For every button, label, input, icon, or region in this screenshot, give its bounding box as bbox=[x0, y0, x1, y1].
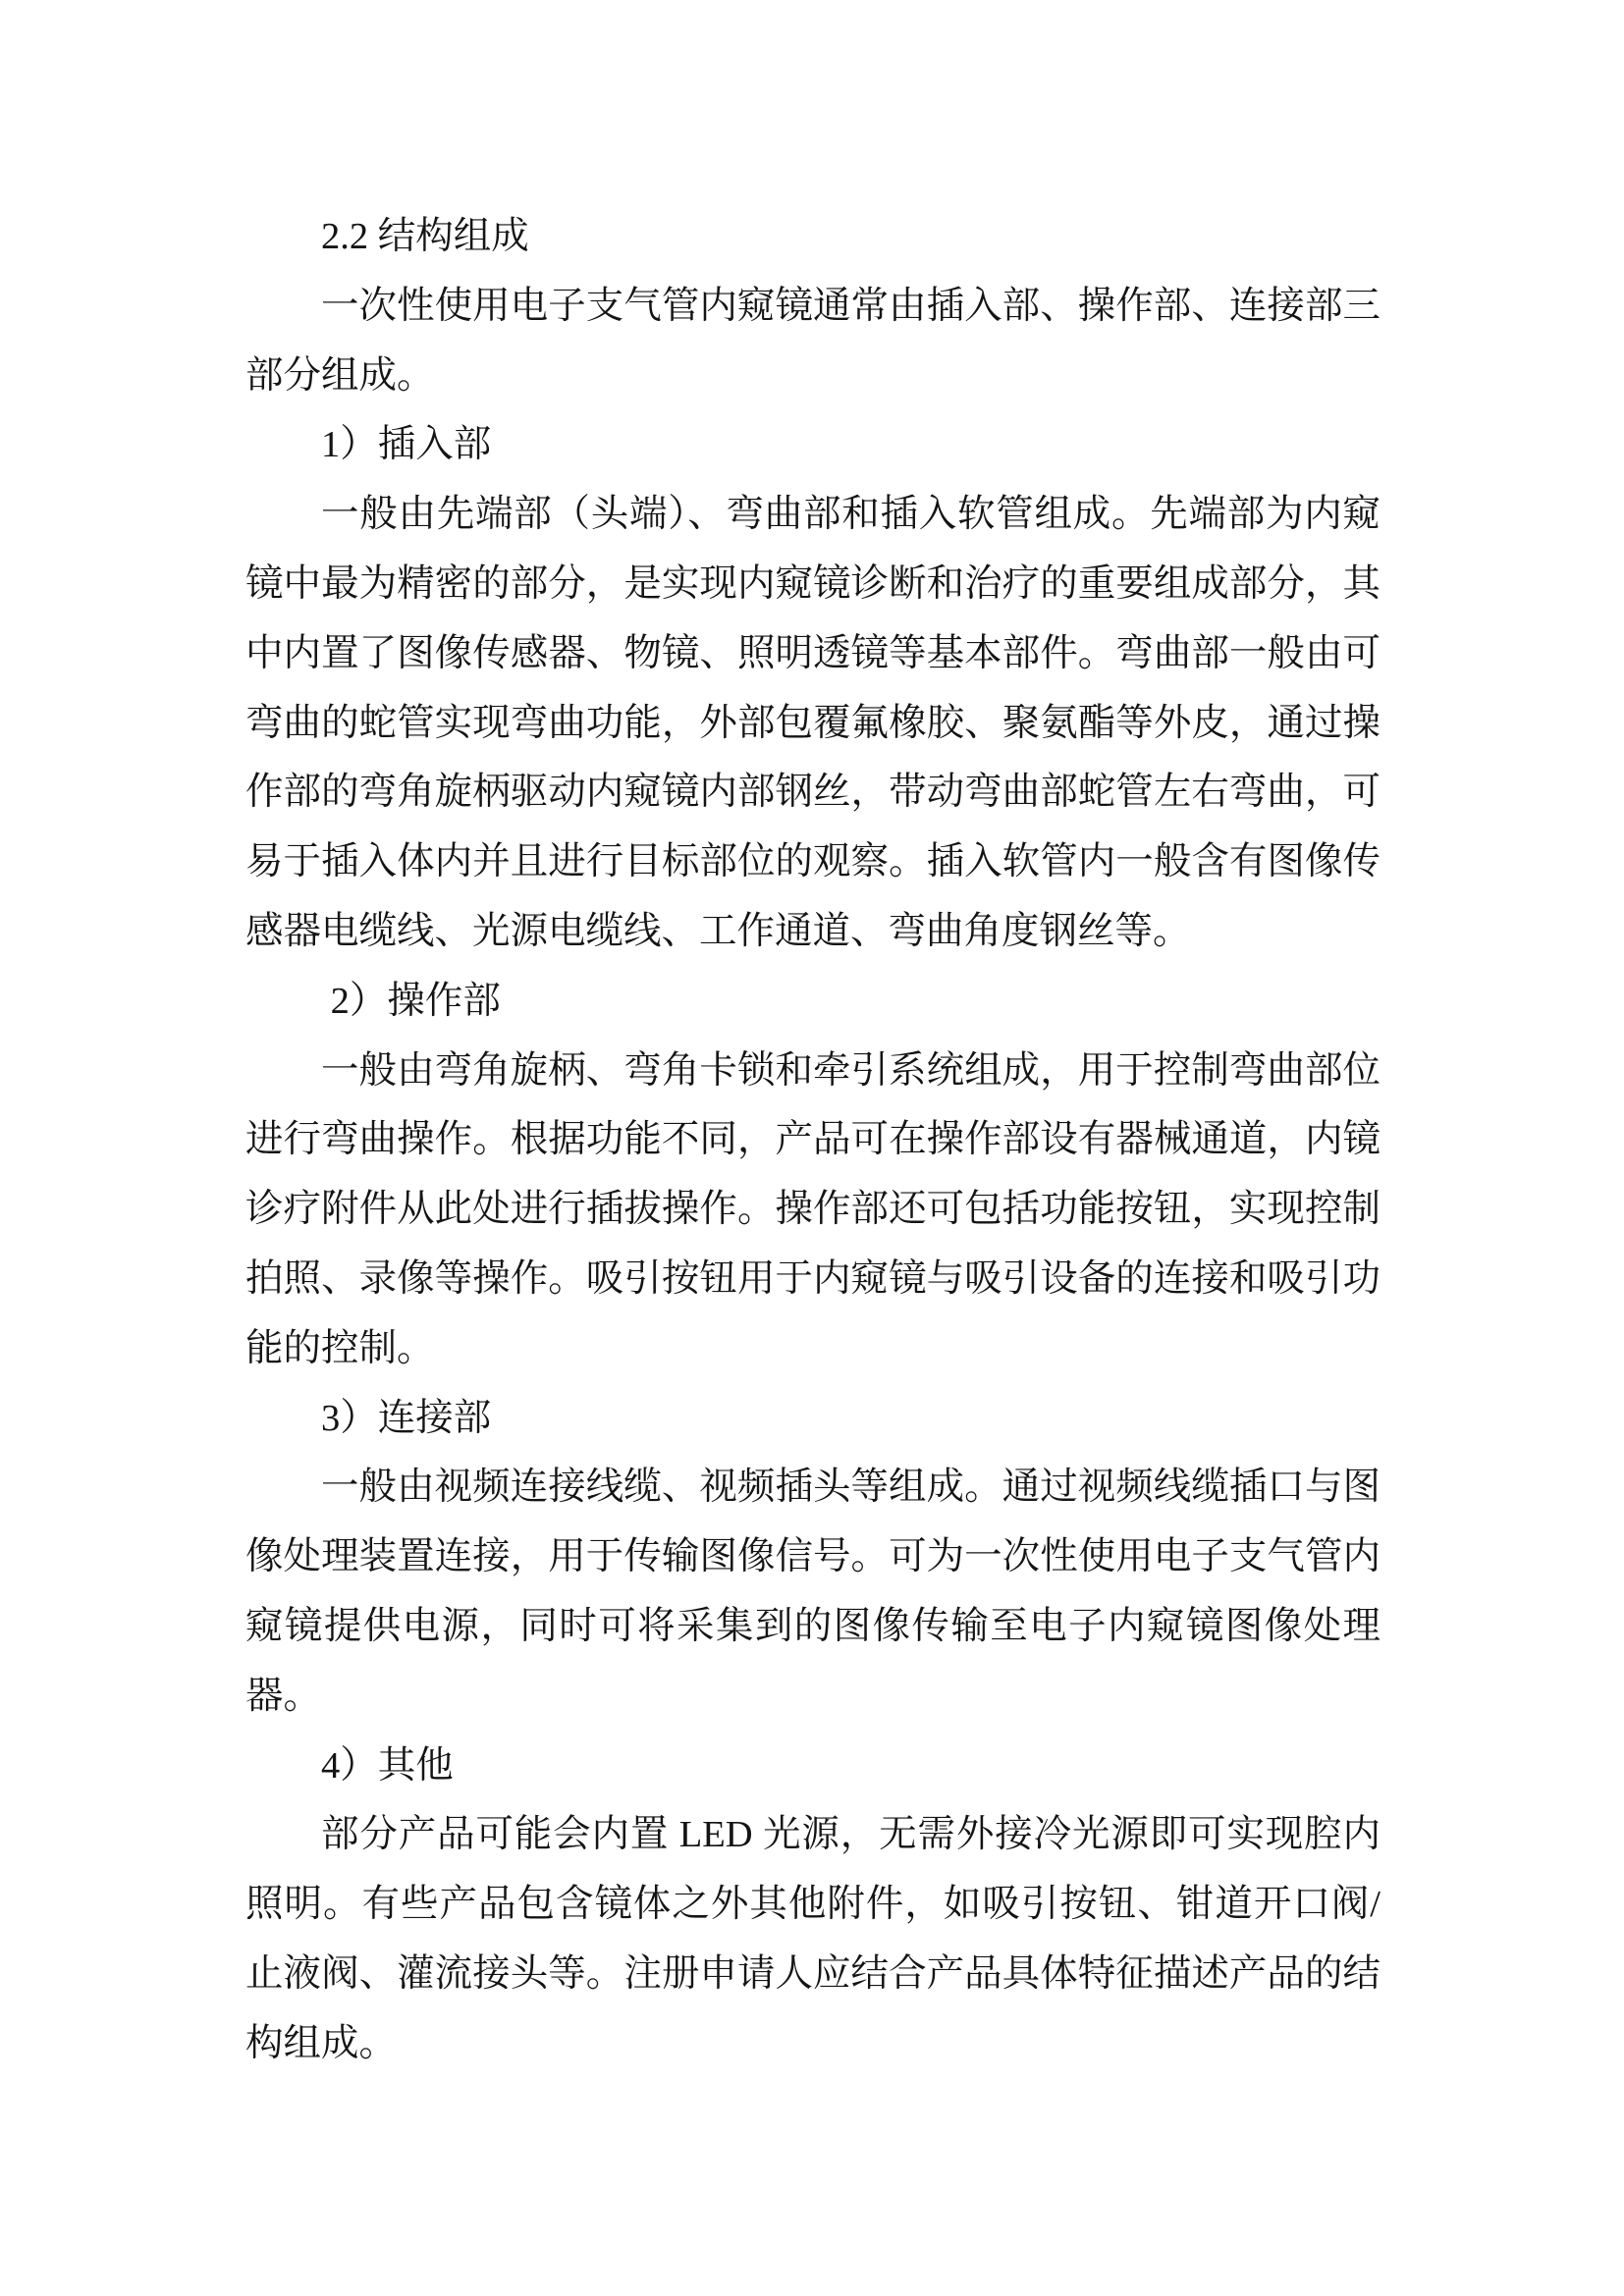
document-text-block bbox=[245, 202, 1380, 2079]
list-item-3-connection: 3）连接部 bbox=[321, 1397, 492, 1439]
section-heading-2-2: 2.2 结构组成 bbox=[321, 216, 529, 257]
paragraph-operation-part: 一般由弯角旋柄、弯角卡锁和牵引系统组成，用于控制弯曲部位进行弯曲操作。根据功能不同，产品可在操作部设有器械通道，内镜诊疗附件从此处进行插拔操作。操作部还可包括功能按钮，实现控制拍照、录像等操作。吸引按钮用于内窥镜与吸引设备的连接和吸引功能的控制。 bbox=[245, 1049, 1380, 1369]
paragraph-insertion-part: 一般由先端部（头端）、弯曲部和插入软管组成。先端部为内窥镜中最为精密的部分，是实现内窥镜诊断和治疗的重要组成部分，其中内置了图像传感器、物镜、照明透镜等基本部件。弯曲部一般由可弯曲的蛇管实现弯曲功能，外部包覆氟橡胶、聚氨酯等外皮，通过操作部的弯角旋柄驱动内窥镜内部钢丝，带动弯曲部蛇管左右弯曲，可易于插入体内并且进行目标部位的观察。插入软管内一般含有图像传感器电缆线、光源电缆线、工作通道、弯曲角度钢丝等。 bbox=[245, 494, 1380, 952]
list-item-1-insertion: 1）插入部 bbox=[321, 424, 492, 466]
list-item-2-operation: 2）操作部 bbox=[321, 980, 501, 1022]
list-item-4-other: 4）其他 bbox=[321, 1744, 454, 1787]
paragraph-connection-part: 一般由视频连接线缆、视频插头等组成。通过视频线缆插口与图像处理装置连接，用于传输图像信号。可为一次性使用电子支气管内窥镜提供电源，同时可将采集到的图像传输至电子内窥镜图像处理器。 bbox=[245, 1467, 1380, 1717]
paragraph-overview: 一次性使用电子支气管内窥镜通常由插入部、操作部、连接部三部分组成。 bbox=[245, 285, 1380, 397]
paragraph-other-part: 部分产品可能会内置 LED 光源，无需外接冷光源即可实现腔内照明。有些产品包含镜体之外其他附件，如吸引按钮、钳道开口阀/止液阀、灌流接头等。注册申请人应结合产品具体特征描述产品的结构组成。 bbox=[245, 1814, 1380, 2064]
